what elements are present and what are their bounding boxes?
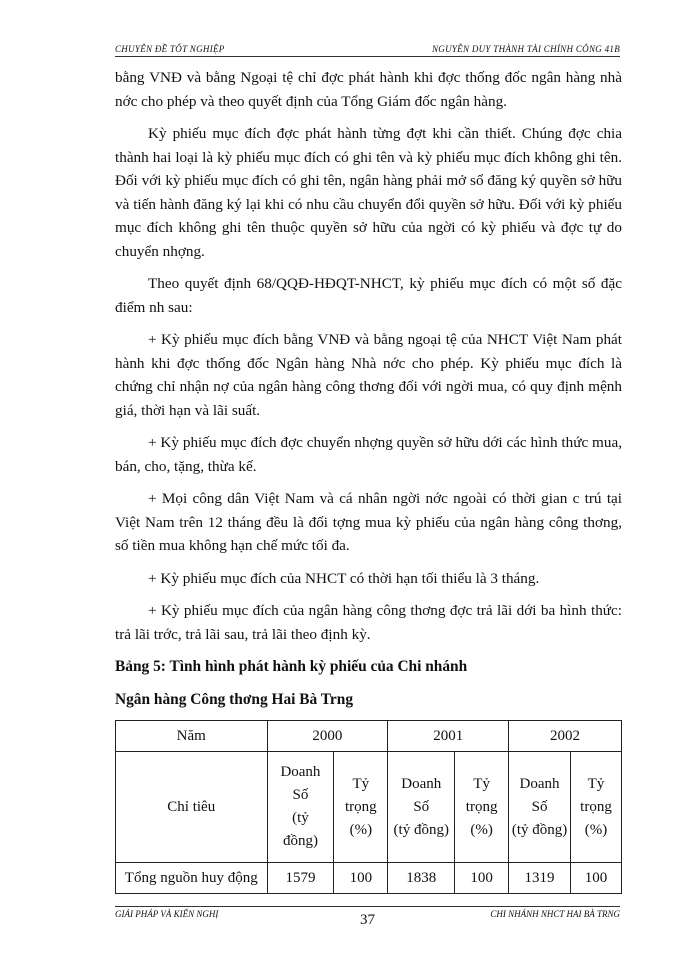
table-cell: 100 <box>571 863 622 894</box>
page-header <box>115 42 620 57</box>
table-row <box>116 863 622 894</box>
table-header-row <box>116 721 622 752</box>
header-text: Tỷ <box>473 775 490 792</box>
header-text: Số <box>292 787 309 803</box>
table-caption-line2: Ngân hàng Công thơng Hai Bà Trng <box>115 690 354 708</box>
header-text: đồng) <box>282 833 318 849</box>
kyphieu-table <box>115 720 622 894</box>
paragraph: Theo quyết định 68/QQĐ-HĐQT-NHCT, kỳ phiếu mục đích có một số đặc điểm nh sau: <box>115 275 622 316</box>
year-cell: 2002 <box>509 721 622 752</box>
header-text: trọng <box>345 798 377 815</box>
doanh-so-header <box>267 752 334 863</box>
paragraph: + Kỳ phiếu mục đích bằng VNĐ và bằng ngoại tệ của NHCT Việt Nam phát hành khi đợc thống đốc Ngân hàng Nhà nớc cho phép. Kỳ phiếu mục đích là chứng chỉ nhận nợ của ngân hàng công thơng đối với ngời mua, có quy định mệnh giá, thời hạn và lãi suất. <box>115 331 622 419</box>
table-cell: 1579 <box>267 863 334 894</box>
ty-trong-header <box>334 752 388 863</box>
table-subheader-row <box>116 752 622 863</box>
paragraph: + Kỳ phiếu mục đích của ngân hàng công thơng đợc trả lãi dới ba hình thức: trả lãi trớc, trả lãi sau, trả lãi theo định kỳ. <box>115 602 622 643</box>
doanh-so-header <box>388 752 455 863</box>
paragraph: bằng VNĐ và bằng Ngoại tệ chỉ đợc phát hành khi đợc thống đốc ngân hàng nhà nớc cho phép và theo quyết định của Tổng Giám đốc ngân hàng. <box>115 69 622 110</box>
header-text: Doanh <box>401 775 442 792</box>
header-text: (tỷ <box>292 810 309 826</box>
paragraph: + Mọi công dân Việt Nam và cá nhân ngời nớc ngoài có thời gian c trú tại Việt Nam trên 12 tháng đều là đối tợng mua kỳ phiếu của ngân hàng công thơng, số tiền mua không hạn chế mức tối đa. <box>115 490 622 554</box>
footer-left-text: GIẢI PHÁP VÀ KIẾN NGHỊ <box>115 909 219 919</box>
table-cell: 1319 <box>509 863 571 894</box>
header-text: trọng <box>465 798 498 815</box>
row-label-cell: Tổng nguồn huy động <box>116 863 268 894</box>
table-caption-line1: Bảng 5: Tình hình phát hành kỳ phiếu của Chi nhánh <box>115 658 468 675</box>
year-label-cell: Năm <box>116 721 268 752</box>
year-cell: 2001 <box>388 721 509 752</box>
footer-right-text: CHI NHÁNH NHCT HAI BÀ TRNG <box>490 909 620 919</box>
header-text: Doanh <box>519 775 560 792</box>
paragraph: Kỳ phiếu mục đích đợc phát hành từng đợt khi cần thiết. Chúng đợc chia thành hai loại là kỳ phiếu mục đích có ghi tên và kỳ phiếu mục đích không ghi tên. Đối với kỳ phiếu mục đích có ghi tên, ngân hàng phải mở sổ đăng ký quyền sở hữu và tiến hành đăng ký lại khi có nhu cầu chuyển đổi quyền sở hữu. Đối với kỳ phiếu mục đích không ghi tên thuộc quyền sở hữu của ngời có kỳ phiếu và đợc tự do chuyển nhợng. <box>115 125 622 260</box>
table-cell: 100 <box>334 863 388 894</box>
header-text: Doanh <box>280 764 321 780</box>
indicator-label-cell: Chỉ tiêu <box>116 752 268 863</box>
header-text: (%) <box>584 821 608 838</box>
header-left-text: CHUYÊN ĐỀ TỐT NGHIỆP <box>115 44 225 54</box>
page-number: 37 <box>360 912 375 928</box>
paragraph: + Kỳ phiếu mục đích đợc chuyển nhợng quyền sở hữu dới các hình thức mua, bán, cho, tặng, thừa kế. <box>115 434 622 475</box>
year-cell: 2000 <box>267 721 388 752</box>
header-text: Số <box>413 798 430 815</box>
header-text: (%) <box>470 821 493 838</box>
header-text: (tỷ đồng) <box>393 821 449 838</box>
page-footer <box>115 906 620 937</box>
ty-trong-header <box>571 752 622 863</box>
ty-trong-header <box>455 752 509 863</box>
table-cell: 1838 <box>388 863 455 894</box>
document-body <box>115 66 622 894</box>
header-text: Tỷ <box>352 775 370 792</box>
paragraph: + Kỳ phiếu mục đích của NHCT có thời hạn tối thiểu là 3 tháng. <box>148 569 540 587</box>
table-cell: 100 <box>455 863 509 894</box>
header-text: trọng <box>580 798 612 815</box>
header-text: (tỷ đồng) <box>511 821 568 838</box>
header-text: Số <box>531 798 548 815</box>
header-text: Tỷ <box>587 775 605 792</box>
doanh-so-header <box>509 752 571 863</box>
header-right-text: NGUYỄN DUY THÀNH TÀI CHÍNH CÔNG 41B <box>431 44 620 54</box>
header-text: (%) <box>349 821 373 838</box>
